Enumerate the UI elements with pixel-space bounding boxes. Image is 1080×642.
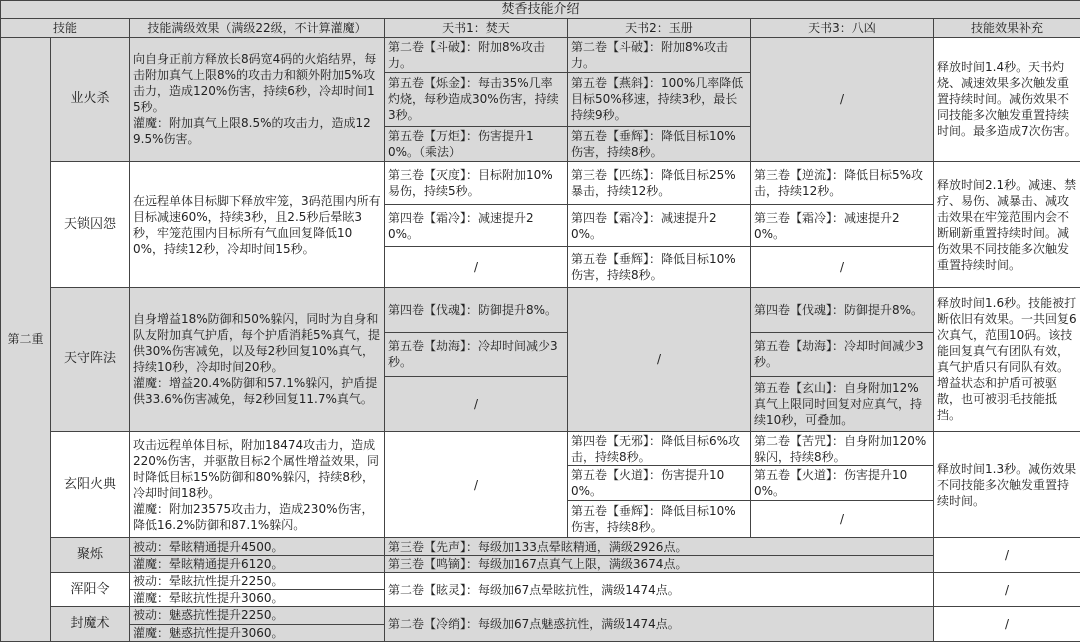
guanmo-text: 灌魔：晕眩精通提升6120。 <box>130 555 385 572</box>
book3-cell: 第三卷【霜冷】：减速提升20%。 <box>751 204 934 247</box>
book3-cell: 第四卷【伐魂】：防御提升8%。 <box>751 287 934 332</box>
skill-name: 业火杀 <box>51 37 130 162</box>
book1-cell: / <box>385 247 568 288</box>
passive-text: 被动：晕眩精通提升4500。 <box>130 538 385 555</box>
book1-cell: 第二卷【斗破】：附加8%攻击力。 <box>385 37 568 72</box>
book2-cell: 第五卷【燕斜】：100%几率降低目标50%移速，持续3秒，最长持续9秒。 <box>568 72 751 126</box>
effect-text: 向自身正前方释放长8码宽4码的火焰结界，每击附加真气上限8%的攻击力和额外附加5%攻击力，造成120%伤害，持续6秒，冷却时间15秒。 <box>133 52 377 115</box>
tier-label: 第二重 <box>1 37 51 642</box>
skill-name: 天守阵法 <box>51 287 130 431</box>
book-cell: 第二卷【冷绡】：每级加67点魅惑抗性，满级1474点。 <box>385 607 934 642</box>
table-row <box>1 538 1080 555</box>
book2-cell: 第五卷【垂辉】：降低目标10%伤害，持续8秒。 <box>568 500 751 538</box>
book1-cell: 第五卷【烁金】：每击35%几率灼烧，每秒造成30%伤害，持续3秒。 <box>385 72 568 126</box>
book3-cell: 第三卷【逆流】：降低目标5%攻击，持续12秒。 <box>751 162 934 205</box>
skill-effect <box>130 431 385 537</box>
skill-name: 封魔术 <box>51 607 130 642</box>
book3-cell: 第五卷【玄山】：自身附加12%真气上限同时回复对应真气，持续10秒，可叠加。 <box>751 377 934 432</box>
guanmo-text: 灌魔：附加23575攻击力，造成230%伤害，降低16.2%防御和87.1%躲闪。 <box>133 501 374 532</box>
book3-cell: 第五卷【火道】：伤害提升100%。 <box>751 466 934 500</box>
book2-cell: / <box>568 287 751 431</box>
skill-effect <box>130 287 385 431</box>
passive-text: 被动：晕眩抗性提升2250。 <box>130 572 385 589</box>
book-cell: 第二卷【眩灵】：每级加67点晕眩抗性，满级1474点。 <box>385 572 934 606</box>
guanmo-text: 灌魔：晕眩抗性提升3060。 <box>130 590 385 607</box>
skill-name: 玄阳火典 <box>51 431 130 537</box>
extra-cell: / <box>934 572 1080 606</box>
effect-text: 自身增益18%防御和50%躲闪，同时为自身和队友附加真气护盾，每个护盾消耗5%真气，提供30%伤害减免，以及每2秒回复10%真气，持续10秒，冷却时间20秒。 <box>133 312 381 375</box>
header-book3: 天书3：八凶 <box>751 19 934 37</box>
extra-cell: / <box>934 538 1080 572</box>
book2-cell: 第三卷【匹练】：降低目标25%暴击，持续12秒。 <box>568 162 751 205</box>
guanmo-text: 灌魔：增益20.4%防御和57.1%躲闪，护盾提供33.6%伤害减免，每2秒回复11.7%真气。 <box>133 376 378 407</box>
passive-text: 被动：魅惑抗性提升2250。 <box>130 607 385 624</box>
book3-cell: / <box>751 247 934 288</box>
header-effect: 技能满级效果（满级22级，不计算灌魔） <box>130 19 385 37</box>
header-extra: 技能效果补充 <box>934 19 1080 37</box>
table-row <box>1 607 1080 624</box>
book1-cell: 第三卷【灭度】：目标附加10%易伤，持续5秒。 <box>385 162 568 205</box>
effect-text: 攻击远程单体目标，附加18474攻击力，造成220%伤害，并驱散目标2个属性增益效果，同时降低目标15%防御和80%躲闪，持续8秒，冷却时间18秒。 <box>133 437 379 500</box>
extra-cell: / <box>934 607 1080 642</box>
extra-cell: 释放时间1.6秒。技能被打断依旧有效果。一共回复6次真气，范围10码。该技能回复真气有团队有效，真气护盾只有同队有效。增益状态和护盾可被驱散，也可被羽毛技能抵挡。 <box>934 287 1080 431</box>
book-cell: 第三卷【鸣镝】：每级加167点真气上限，满级3674点。 <box>385 555 934 572</box>
table-row <box>1 572 1080 589</box>
book3-cell: / <box>751 500 934 538</box>
table-row <box>1 431 1080 465</box>
book3-cell: 第五卷【劫海】：冷却时间减少3秒。 <box>751 332 934 377</box>
header-book1: 天书1：焚天 <box>385 19 568 37</box>
table-title: 焚香技能介绍 <box>1 1 1080 19</box>
header-skill: 技能 <box>1 19 130 37</box>
guanmo-text: 灌魔：魅惑抗性提升3060。 <box>130 624 385 641</box>
book3-cell: / <box>751 37 934 162</box>
book2-cell: 第四卷【霜冷】：减速提升20%。 <box>568 204 751 247</box>
skill-effect: 在远程单体目标脚下释放牢笼，3码范围内所有目标减速60%，持续3秒，且2.5秒后晕眩3秒，牢笼范围内目标所有气血回复降低100%，持续12秒，冷却时间15秒。 <box>130 162 385 288</box>
skill-effect <box>130 37 385 162</box>
extra-cell: 释放时间2.1秒。减速、禁疗、易伤、减暴击、减攻击效果在牢笼范围内会不断刷新重置持续时间。减伤效果不同技能多次触发重置持续时间。 <box>934 162 1080 288</box>
extra-cell: 释放时间1.3秒。减伤效果不同技能多次触发重置持续时间。 <box>934 431 1080 537</box>
book2-cell: 第五卷【垂辉】：降低目标10%伤害，持续8秒。 <box>568 247 751 288</box>
book2-cell: 第四卷【无邪】：降低目标6%攻击，持续8秒。 <box>568 431 751 465</box>
book3-cell: 第二卷【苦咒】：自身附加120%躲闪，持续8秒。 <box>751 431 934 465</box>
table-row <box>1 287 1080 332</box>
skill-name: 天锁囚怨 <box>51 162 130 288</box>
book2-cell: 第五卷【火道】：伤害提升100%。 <box>568 466 751 500</box>
extra-cell: 释放时间1.4秒。天书灼烧、减速效果多次触发重置持续时间。减伤效果不同技能多次触发重置持续时间。最多造成7次伤害。 <box>934 37 1080 162</box>
book1-cell: 第四卷【伐魂】：防御提升8%。 <box>385 287 568 332</box>
book1-cell: 第四卷【霜冷】：减速提升20%。 <box>385 204 568 247</box>
skill-name: 聚烁 <box>51 538 130 572</box>
book-cell: 第三卷【先声】：每级加133点晕眩精通，满级2926点。 <box>385 538 934 555</box>
skill-name: 浑阳令 <box>51 572 130 606</box>
book1-cell: 第五卷【劫海】：冷却时间减少3秒。 <box>385 332 568 377</box>
table-row <box>1 555 1080 572</box>
guanmo-text: 灌魔：附加真气上限8.5%的攻击力，造成129.5%伤害。 <box>133 116 371 147</box>
book1-cell: 第五卷【万炬】：伤害提升10%。（乘法） <box>385 126 568 161</box>
table-row <box>1 37 1080 72</box>
book2-cell: 第二卷【斗破】：附加8%攻击力。 <box>568 37 751 72</box>
book1-cell: / <box>385 431 568 537</box>
table-row <box>1 162 1080 205</box>
book2-cell: 第五卷【垂辉】：降低目标10%伤害，持续8秒。 <box>568 126 751 161</box>
book1-cell: / <box>385 377 568 432</box>
header-book2: 天书2：玉册 <box>568 19 751 37</box>
